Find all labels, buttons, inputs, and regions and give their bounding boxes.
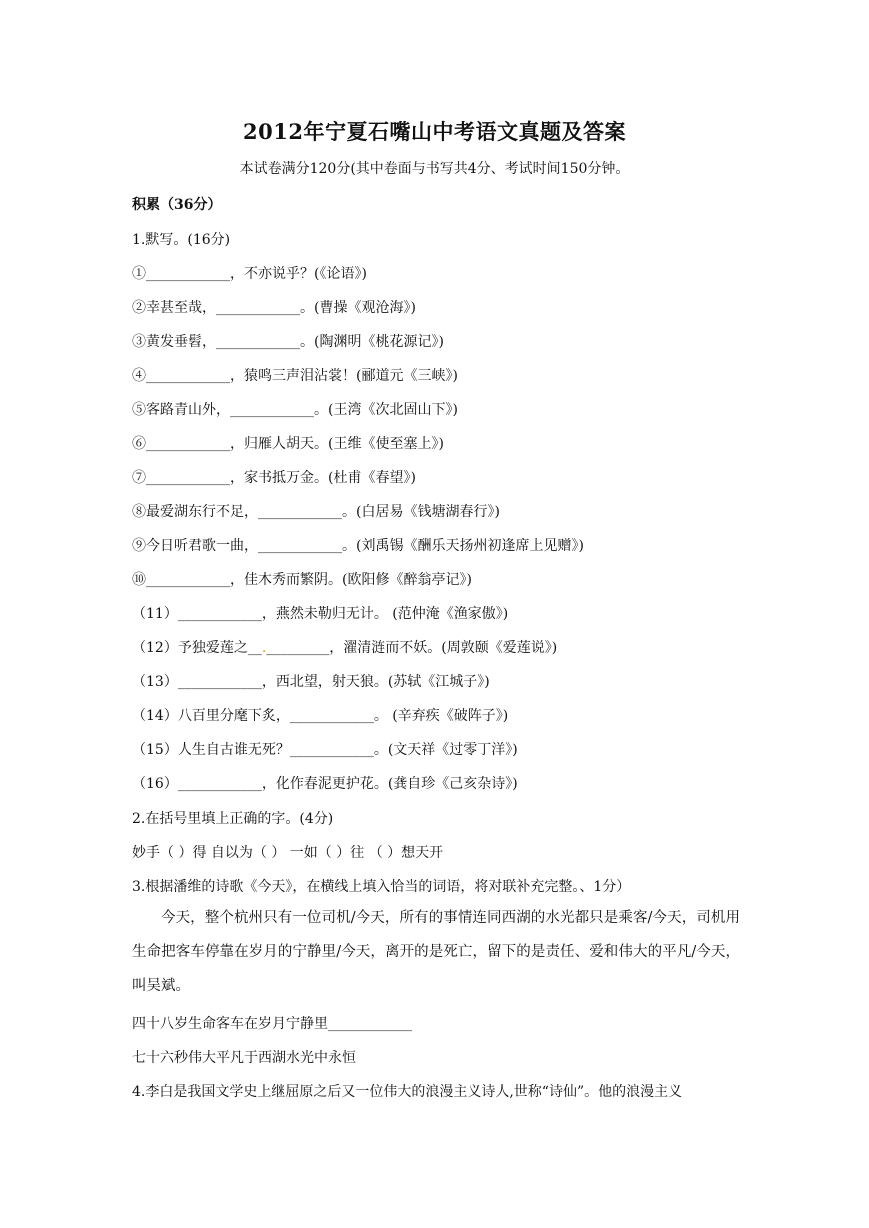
document-title: 2012年宁夏石嘴山中考语文真题及答案 xyxy=(243,119,626,144)
question-2-text: 妙手（ ）得 自以为（ ） 一如（ ）往 （ ）想天开 xyxy=(132,845,444,861)
dictation-item: ②幸甚至哉，____________。(曹操《观沧海》) xyxy=(132,300,416,316)
dictation-item: ④____________，猿鸣三声泪沾裳！(郦道元《三峡》) xyxy=(132,368,458,384)
dictation-item: ⑩____________，佳木秀而繁阴。(欧阳修《醉翁亭记》) xyxy=(132,572,472,588)
dictation-item-12 xyxy=(132,637,557,657)
question-1-header: 1.默写。(16分) xyxy=(132,232,231,248)
dictation-item: （14）八百里分麾下炙，____________。 (辛弃疾《破阵子》) xyxy=(132,708,509,724)
dictation-item: ③黄发垂髫，____________。(陶渊明《桃花源记》) xyxy=(132,334,444,350)
dictation-item-12-end: _________，濯清涟而不妖。(周敦颐《爱莲说》) xyxy=(266,640,558,656)
yellow-dot-mark: . xyxy=(261,640,267,656)
dictation-item: （11）____________，燕然未勒归无计。 (范仲淹《渔家傲》) xyxy=(132,606,509,622)
question-4-header: 4.李白是我国文学史上继屈原之后又一位伟大的浪漫主义诗人,世称“诗仙”。他的浪漫主义 xyxy=(132,1084,683,1100)
question-2-header: 2.在括号里填上正确的字。(4分) xyxy=(132,811,334,827)
question-3-header: 3.根据潘维的诗歌《今天》，在横线上填入恰当的词语，将对联补充完整。、1分） xyxy=(132,879,631,895)
dictation-item: （16）____________，化作春泥更护花。(龚自珍《己亥杂诗》) xyxy=(132,776,518,792)
exam-instructions: 本试卷满分120分(其中卷面与书写共4分、考试时间150分钟。 xyxy=(239,161,630,177)
dictation-item: （13）____________，西北望，射天狼。(苏轼《江城子》) xyxy=(132,674,490,690)
section-heading: 积累（36分） xyxy=(132,197,222,213)
dictation-item-12-start: （12）予独爱莲之__ xyxy=(132,640,262,656)
dictation-item: ⑦____________，家书抵万金。(杜甫《春望》) xyxy=(132,470,416,486)
dictation-item: ⑥____________，归雁人胡天。(王维《使至塞上》) xyxy=(132,436,444,452)
dictation-item: ⑨今日听君歌一曲，____________。(刘禹锡《酬乐天扬州初逢席上见赠》) xyxy=(132,538,584,554)
dictation-item: ⑤客路青山外，____________。(王湾《次北固山下》) xyxy=(132,402,458,418)
dictation-item: ①____________，不亦说乎？(《论语》) xyxy=(132,266,367,282)
couplet-first-line: 四十八岁生命客车在岁月宁静里____________ xyxy=(132,1016,412,1032)
dictation-item: （15）人生自古谁无死？____________。(文天祥《过零丁洋》) xyxy=(132,742,518,758)
couplet-second-line: 七十六秒伟大平凡于西湖水光中永恒 xyxy=(132,1050,356,1066)
poem-paragraph: 今天，整个杭州只有一位司机/今天，所有的事情连同西湖的水光都只是乘客/今天，司机用生命把客车停靠在岁月的宁静里/今天，离开的是死亡，留下的是责任、爱和伟大的平凡/今天，叫吴斌。 xyxy=(132,910,740,994)
dictation-item: ⑧最爱湖东行不足，____________。(白居易《钱塘湖春行》) xyxy=(132,504,500,520)
